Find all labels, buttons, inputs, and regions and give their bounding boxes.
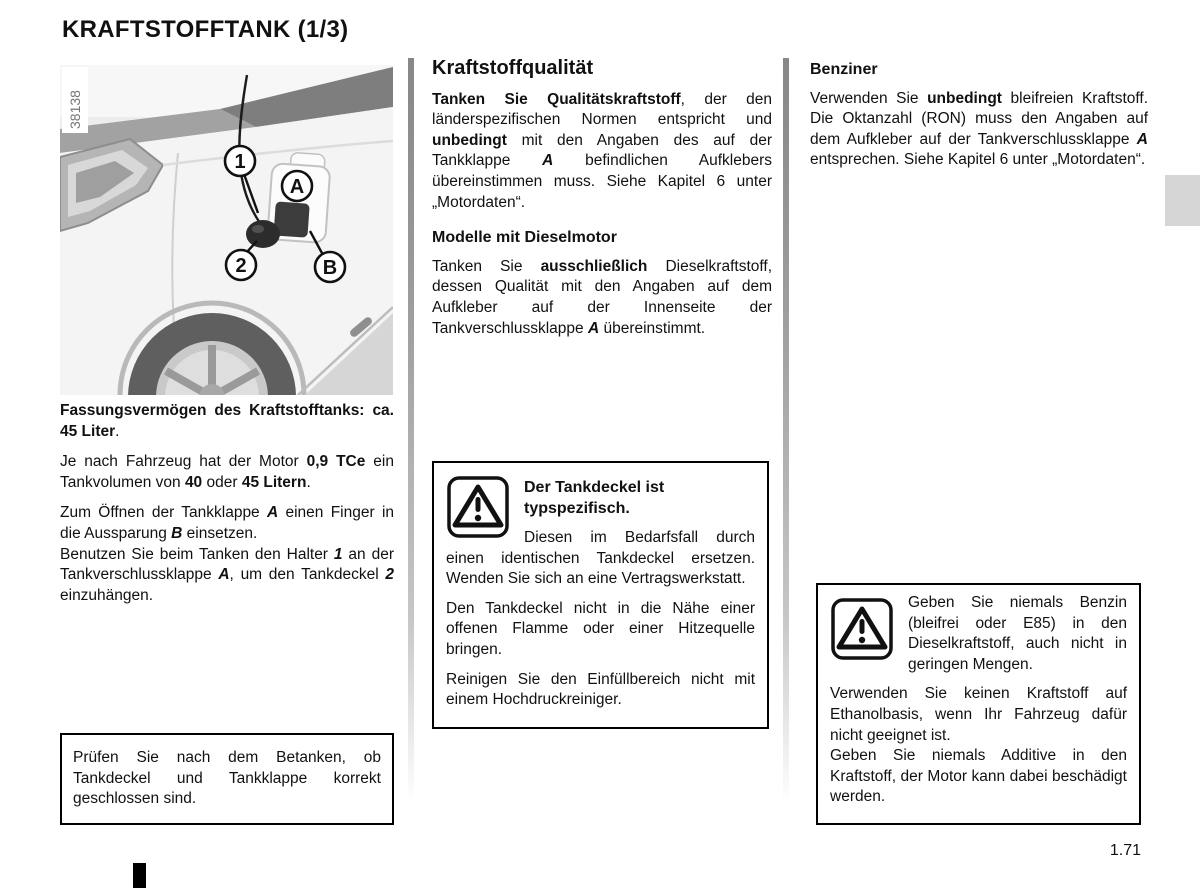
callout-1 (225, 146, 255, 176)
open-flap-text: Zum Öffnen der Tankklappe A einen Finger in die Aussparung B einsetzen. (60, 504, 395, 542)
tank-cap-warning-box (432, 461, 769, 729)
page-number: 1.71 (1109, 842, 1141, 859)
tank-cap-warning-p3: Reinigen Sie den Einfüllbereich nicht mit einem Hochdruckreiniger. (446, 670, 755, 709)
callout-B (315, 252, 345, 282)
chapter-side-tab (1165, 175, 1200, 226)
figure-id-label: 38138 (67, 90, 83, 129)
column-divider (783, 58, 789, 803)
car-illustration (60, 65, 393, 395)
svg-text:1: 1 (234, 151, 246, 173)
petrol-heading: Benziner (810, 61, 878, 78)
fuel-flap-figure (60, 65, 393, 395)
left-column (60, 401, 394, 616)
page-title: KRAFTSTOFFTANK (1/3) (62, 16, 349, 43)
right-column (810, 60, 1148, 181)
svg-text:2: 2 (235, 255, 247, 277)
callout-2 (226, 250, 256, 280)
fuel-mixing-warning-p3: Geben Sie niemals Additive in den Kraftstoff, der Motor kann dabei beschädigt werden. (830, 747, 1127, 806)
svg-text:B: B (322, 257, 338, 279)
warning-triangle-icon (830, 597, 894, 661)
check-closed-note-box (60, 733, 394, 825)
tank-cap-warning-p1: Diesen im Bedarfsfall durch einen identischen Tankdeckel ersetzen. Wenden Sie sich an eine Vertragswerkstatt. (446, 529, 755, 588)
holder-text: Benutzen Sie beim Tanken den Halter 1 an der Tankverschlussklappe A, um den Tankdeckel 2 einzuhängen. (60, 545, 394, 604)
diesel-models-heading: Modelle mit Dieselmotor (432, 229, 617, 247)
fuel-mixing-warning-p2: Verwenden Sie keinen Kraftstoff auf Ethanolbasis, wenn Ihr Fahrzeug dafür nicht geeignet ist. (830, 685, 1127, 744)
capacity-text: Fassungsvermögen des Kraftstofftanks: ca. 45 Liter. (60, 402, 394, 440)
fuel-mixing-warning-box (816, 583, 1141, 825)
fuel-quality-heading: Kraftstoffqualität (432, 57, 594, 79)
tank-cap-warning-lead: Der Tankdeckel ist typspezifisch. (524, 479, 665, 517)
fuel-mixing-warning-p1: Geben Sie niemals Benzin (bleifrei oder E85) in den Dieselkraftstoff, auch nicht in geringen Mengen. (908, 594, 1127, 673)
petrol-text: Verwenden Sie unbedingt bleifreien Kraftstoff. Die Oktanzahl (RON) muss den Angaben auf dem Aufkleber auf der Tankverschlussklappe A entsprechen. Siehe Kapitel 6 unter „Motordaten“. (810, 89, 1149, 169)
warning-triangle-icon (446, 475, 510, 539)
print-registration-marker (133, 863, 146, 888)
column-divider (408, 58, 414, 803)
check-closed-note-text: Prüfen Sie nach dem Betanken, ob Tankdeckel und Tankklappe korrekt geschlossen sind. (73, 749, 381, 808)
callout-A (282, 171, 312, 201)
fuel-quality-text: Tanken Sie Qualitätskraftstoff, der den länderspezifischen Normen entspricht und unbedingt mit den Angaben des auf der Tankklappe A befindlichen Aufklebers übereinstimmen muss. Siehe Kapitel 6 unter „Motordaten“. (432, 90, 773, 211)
diesel-models-text: Tanken Sie ausschließlich Dieselkraftstoff, dessen Qualität mit den Angaben auf dem Aufkleber auf der Innenseite der Tankverschlussklappe A übereinstimmt. (432, 257, 773, 337)
fuel-cap (246, 220, 280, 248)
tank-volume-text: Je nach Fahrzeug hat der Motor 0,9 TCe ein Tankvolumen von 40 oder 45 Litern. (60, 453, 394, 491)
tank-cap-warning-p2: Den Tankdeckel nicht in die Nähe einer offenen Flamme oder einer Hitzequelle bringen. (446, 599, 755, 658)
middle-column (432, 58, 772, 349)
svg-text:A: A (289, 176, 305, 198)
